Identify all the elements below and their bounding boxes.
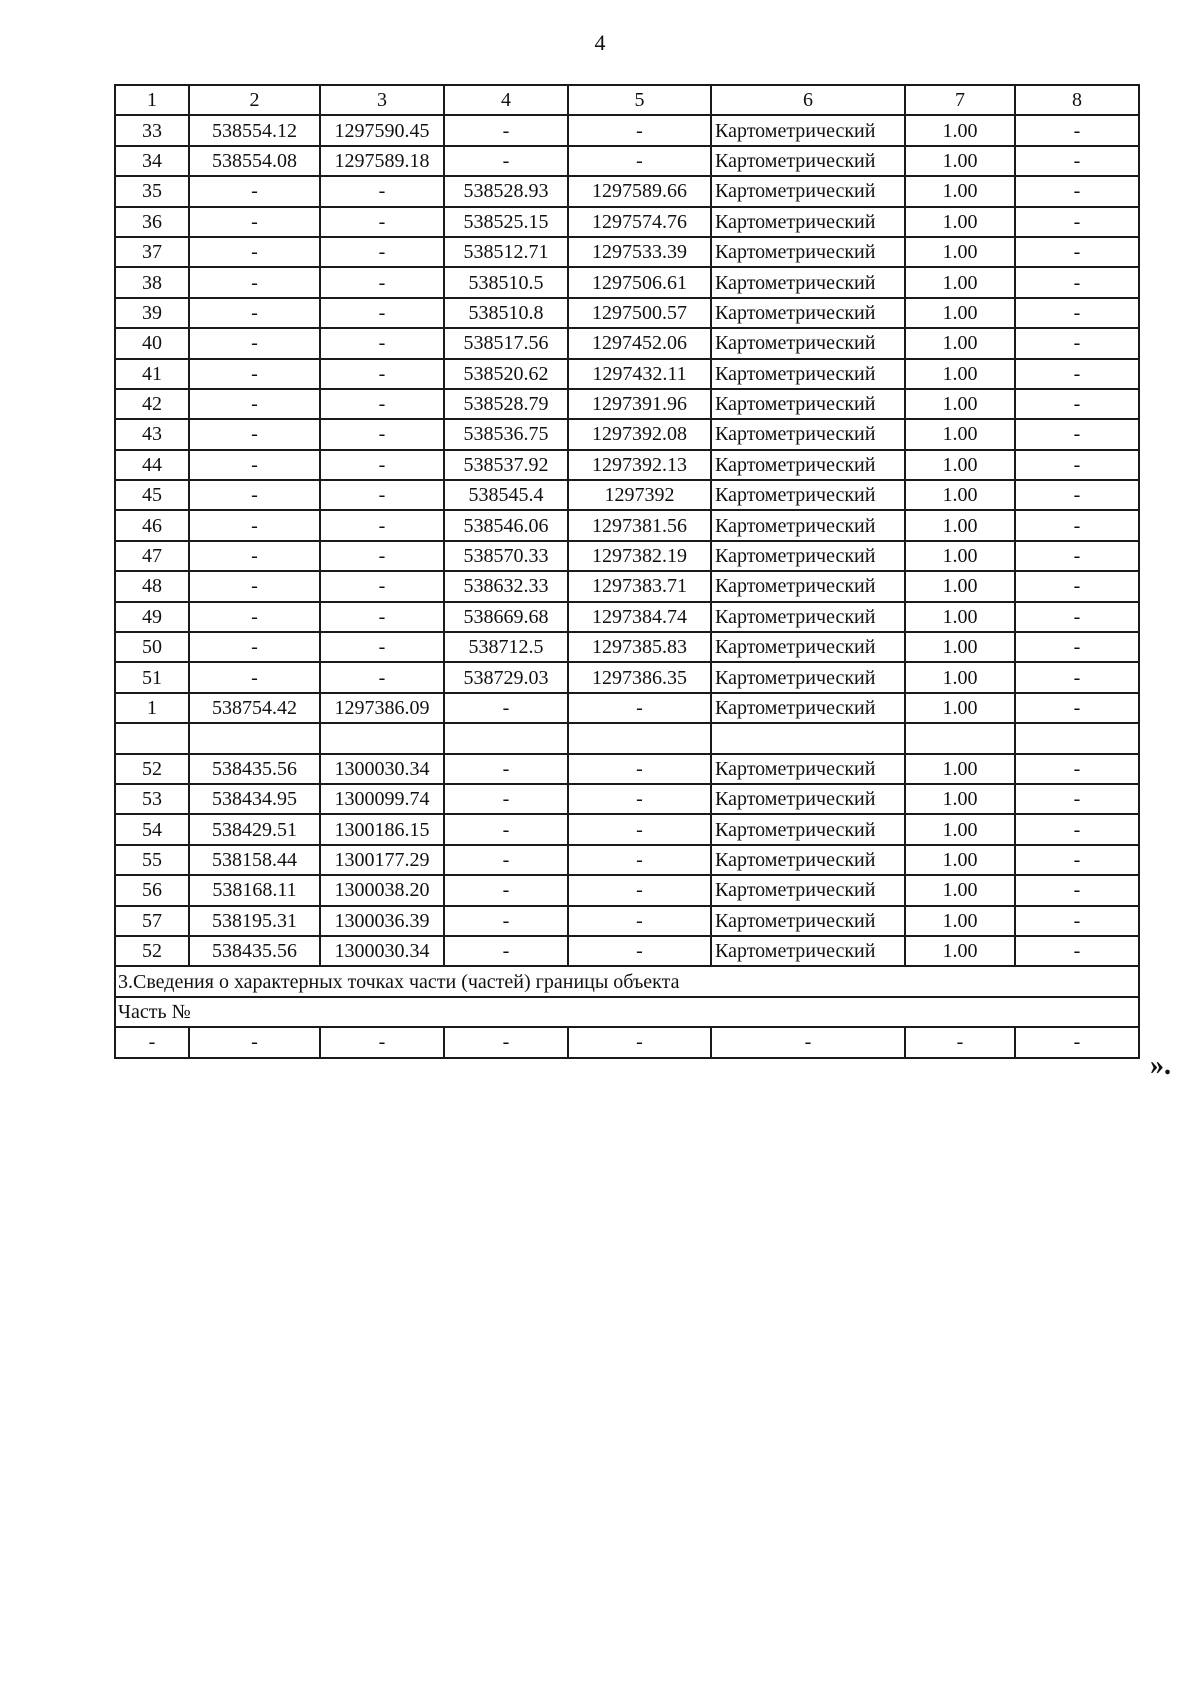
table-cell-col-8: - bbox=[1015, 115, 1139, 145]
empty-cell bbox=[905, 723, 1015, 753]
table-cell-col-2: - bbox=[189, 267, 320, 297]
table-cell-col-7: 1.00 bbox=[905, 510, 1015, 540]
table-cell-col-3: - bbox=[320, 389, 444, 419]
table-cell-col-3: - bbox=[320, 480, 444, 510]
table-cell-col-5: 1297386.35 bbox=[568, 662, 711, 692]
table-cell-col-8: - bbox=[1015, 814, 1139, 844]
table-cell-col-8: - bbox=[1015, 267, 1139, 297]
table-cell-col-1: 54 bbox=[115, 814, 189, 844]
table-cell-col-3: - bbox=[320, 267, 444, 297]
table-cell-col-2: - bbox=[189, 176, 320, 206]
table-cell-col-1: 33 bbox=[115, 115, 189, 145]
table-cell-col-5: 1297589.66 bbox=[568, 176, 711, 206]
table-cell-col-1: 53 bbox=[115, 784, 189, 814]
table-cell-col-7: 1.00 bbox=[905, 754, 1015, 784]
table-cell-col-8: - bbox=[1015, 207, 1139, 237]
table-cell-col-4: 538669.68 bbox=[444, 602, 568, 632]
table-cell-col-3: - bbox=[320, 176, 444, 206]
table-cell-col-7: 1.00 bbox=[905, 845, 1015, 875]
blank-separator-row bbox=[115, 723, 1139, 753]
table-cell-col-5: 1297533.39 bbox=[568, 237, 711, 267]
table-cell-col-6: Картометрический bbox=[711, 389, 905, 419]
table-cell-col-8: - bbox=[1015, 693, 1139, 723]
table-row bbox=[115, 510, 1139, 540]
table-cell-col-2: - bbox=[189, 389, 320, 419]
table-cell-col-1: 35 bbox=[115, 176, 189, 206]
table-cell-col-2: - bbox=[189, 662, 320, 692]
table-cell-col-6: Картометрический bbox=[711, 754, 905, 784]
table-cell-col-2: - bbox=[189, 571, 320, 601]
table-cell-col-2: - bbox=[189, 237, 320, 267]
table-row bbox=[115, 906, 1139, 936]
table-cell-col-2: - bbox=[189, 450, 320, 480]
table-row bbox=[115, 936, 1139, 966]
table-cell-col-7: 1.00 bbox=[905, 814, 1015, 844]
table-cell-col-6: Картометрический bbox=[711, 328, 905, 358]
table-cell-col-6: Картометрический bbox=[711, 419, 905, 449]
table-cell-col-4: - bbox=[444, 693, 568, 723]
table-cell-col-8: - bbox=[1015, 237, 1139, 267]
table-cell-col-2: 538554.12 bbox=[189, 115, 320, 145]
dash-cell: - bbox=[568, 1027, 711, 1057]
table-cell-col-7: 1.00 bbox=[905, 480, 1015, 510]
header-cell-2: 2 bbox=[189, 85, 320, 115]
table-cell-col-4: 538545.4 bbox=[444, 480, 568, 510]
table-cell-col-2: - bbox=[189, 541, 320, 571]
page-number: 4 bbox=[594, 30, 606, 55]
table-cell-col-7: 1.00 bbox=[905, 693, 1015, 723]
table-cell-col-5: 1297392.08 bbox=[568, 419, 711, 449]
table-row bbox=[115, 571, 1139, 601]
table-cell-col-4: - bbox=[444, 906, 568, 936]
table-cell-col-6: Картометрический bbox=[711, 662, 905, 692]
table-cell-col-2: 538195.31 bbox=[189, 906, 320, 936]
table-cell-col-1: 36 bbox=[115, 207, 189, 237]
table-cell-col-3: - bbox=[320, 359, 444, 389]
table-cell-col-3: - bbox=[320, 662, 444, 692]
table-cell-col-4: 538712.5 bbox=[444, 632, 568, 662]
header-row bbox=[115, 85, 1139, 115]
table-cell-col-8: - bbox=[1015, 146, 1139, 176]
table-cell-col-4: - bbox=[444, 814, 568, 844]
table-cell-col-3: 1297386.09 bbox=[320, 693, 444, 723]
table-cell-col-1: 39 bbox=[115, 298, 189, 328]
table-cell-col-7: 1.00 bbox=[905, 571, 1015, 601]
table-cell-col-3: - bbox=[320, 207, 444, 237]
table-cell-col-3: - bbox=[320, 419, 444, 449]
table-cell-col-3: 1300030.34 bbox=[320, 754, 444, 784]
table-cell-col-1: 51 bbox=[115, 662, 189, 692]
table-cell-col-8: - bbox=[1015, 875, 1139, 905]
table-cell-col-6: Картометрический bbox=[711, 693, 905, 723]
header-cell-3: 3 bbox=[320, 85, 444, 115]
table-cell-col-3: 1297590.45 bbox=[320, 115, 444, 145]
table-cell-col-6: Картометрический bbox=[711, 784, 905, 814]
table-cell-col-5: 1297506.61 bbox=[568, 267, 711, 297]
table-row bbox=[115, 389, 1139, 419]
table-cell-col-8: - bbox=[1015, 389, 1139, 419]
table-row bbox=[115, 450, 1139, 480]
table-cell-col-5: - bbox=[568, 875, 711, 905]
table-cell-col-2: 538158.44 bbox=[189, 845, 320, 875]
table-row bbox=[115, 419, 1139, 449]
table-cell-col-1: 37 bbox=[115, 237, 189, 267]
table-cell-col-4: 538520.62 bbox=[444, 359, 568, 389]
table-cell-col-5: - bbox=[568, 146, 711, 176]
table-cell-col-6: Картометрический bbox=[711, 115, 905, 145]
empty-cell bbox=[320, 723, 444, 753]
coordinates-table bbox=[114, 84, 1140, 1059]
table-cell-col-6: Картометрический bbox=[711, 267, 905, 297]
table-cell-col-8: - bbox=[1015, 784, 1139, 814]
dash-cell: - bbox=[189, 1027, 320, 1057]
table-cell-col-1: 38 bbox=[115, 267, 189, 297]
table-cell-col-7: 1.00 bbox=[905, 298, 1015, 328]
dash-cell: - bbox=[905, 1027, 1015, 1057]
table-cell-col-7: 1.00 bbox=[905, 936, 1015, 966]
table-cell-col-7: 1.00 bbox=[905, 115, 1015, 145]
table-cell-col-7: 1.00 bbox=[905, 875, 1015, 905]
dash-cell: - bbox=[711, 1027, 905, 1057]
table-cell-col-3: 1300030.34 bbox=[320, 936, 444, 966]
table-cell-col-1: 45 bbox=[115, 480, 189, 510]
table-cell-col-5: 1297381.56 bbox=[568, 510, 711, 540]
header-cell-4: 4 bbox=[444, 85, 568, 115]
table-cell-col-7: 1.00 bbox=[905, 662, 1015, 692]
table-cell-col-4: 538510.8 bbox=[444, 298, 568, 328]
dash-row bbox=[115, 1027, 1139, 1057]
table-cell-col-5: 1297452.06 bbox=[568, 328, 711, 358]
table-cell-col-2: 538429.51 bbox=[189, 814, 320, 844]
table-cell-col-8: - bbox=[1015, 298, 1139, 328]
table-row bbox=[115, 267, 1139, 297]
table-row bbox=[115, 480, 1139, 510]
table-cell-col-4: 538570.33 bbox=[444, 541, 568, 571]
table-row bbox=[115, 115, 1139, 145]
table-cell-col-5: 1297382.19 bbox=[568, 541, 711, 571]
table-cell-col-6: Картометрический bbox=[711, 146, 905, 176]
table-cell-col-6: Картометрический bbox=[711, 541, 905, 571]
dash-cell: - bbox=[115, 1027, 189, 1057]
table-cell-col-2: - bbox=[189, 480, 320, 510]
table-cell-col-2: - bbox=[189, 602, 320, 632]
table-cell-col-8: - bbox=[1015, 176, 1139, 206]
table-cell-col-1: 56 bbox=[115, 875, 189, 905]
table-row bbox=[115, 237, 1139, 267]
table-row bbox=[115, 602, 1139, 632]
table-cell-col-5: - bbox=[568, 906, 711, 936]
table-cell-col-4: 538517.56 bbox=[444, 328, 568, 358]
table-cell-col-8: - bbox=[1015, 359, 1139, 389]
section-title-row bbox=[115, 966, 1139, 996]
table-cell-col-7: 1.00 bbox=[905, 146, 1015, 176]
table-cell-col-1: 41 bbox=[115, 359, 189, 389]
table-cell-col-5: 1297384.74 bbox=[568, 602, 711, 632]
table-cell-col-6: Картометрический bbox=[711, 875, 905, 905]
table-cell-col-6: Картометрический bbox=[711, 207, 905, 237]
table-cell-col-3: 1300036.39 bbox=[320, 906, 444, 936]
table-cell-col-5: 1297392 bbox=[568, 480, 711, 510]
table-cell-col-6: Картометрический bbox=[711, 814, 905, 844]
table-cell-col-4: - bbox=[444, 146, 568, 176]
table-row bbox=[115, 359, 1139, 389]
table-cell-col-6: Картометрический bbox=[711, 176, 905, 206]
table-cell-col-7: 1.00 bbox=[905, 906, 1015, 936]
table-cell-col-8: - bbox=[1015, 662, 1139, 692]
header-cell-8: 8 bbox=[1015, 85, 1139, 115]
table-row bbox=[115, 328, 1139, 358]
table-cell-col-4: - bbox=[444, 115, 568, 145]
table-cell-col-4: 538528.93 bbox=[444, 176, 568, 206]
dash-cell: - bbox=[444, 1027, 568, 1057]
table-cell-col-1: 43 bbox=[115, 419, 189, 449]
table-cell-col-5: - bbox=[568, 845, 711, 875]
table-cell-col-3: 1300186.15 bbox=[320, 814, 444, 844]
table-cell-col-8: - bbox=[1015, 571, 1139, 601]
table-cell-col-8: - bbox=[1015, 541, 1139, 571]
table-cell-col-2: - bbox=[189, 207, 320, 237]
table-cell-col-4: 538537.92 bbox=[444, 450, 568, 480]
empty-cell bbox=[568, 723, 711, 753]
header-cell-5: 5 bbox=[568, 85, 711, 115]
table-cell-col-6: Картометрический bbox=[711, 632, 905, 662]
part-label-row bbox=[115, 997, 1139, 1027]
dash-cell: - bbox=[1015, 1027, 1139, 1057]
table-cell-col-3: - bbox=[320, 450, 444, 480]
table-cell-col-5: 1297392.13 bbox=[568, 450, 711, 480]
table-cell-col-6: Картометрический bbox=[711, 936, 905, 966]
table-cell-col-6: Картометрический bbox=[711, 480, 905, 510]
table-cell-col-2: - bbox=[189, 298, 320, 328]
table-row bbox=[115, 146, 1139, 176]
table-cell-col-8: - bbox=[1015, 936, 1139, 966]
table-cell-col-2: - bbox=[189, 328, 320, 358]
table-row bbox=[115, 632, 1139, 662]
table-cell-col-5: - bbox=[568, 936, 711, 966]
empty-cell bbox=[444, 723, 568, 753]
table-cell-col-6: Картометрический bbox=[711, 298, 905, 328]
table-cell-col-3: - bbox=[320, 571, 444, 601]
table-cell-col-7: 1.00 bbox=[905, 602, 1015, 632]
table-cell-col-1: 57 bbox=[115, 906, 189, 936]
table-cell-col-2: - bbox=[189, 359, 320, 389]
table-cell-col-6: Картометрический bbox=[711, 450, 905, 480]
table-cell-col-6: Картометрический bbox=[711, 237, 905, 267]
table-cell-col-1: 49 bbox=[115, 602, 189, 632]
table-cell-col-6: Картометрический bbox=[711, 571, 905, 601]
table-row bbox=[115, 207, 1139, 237]
table-cell-col-7: 1.00 bbox=[905, 328, 1015, 358]
table-cell-col-7: 1.00 bbox=[905, 389, 1015, 419]
closing-quote: ». bbox=[1150, 1050, 1171, 1081]
table-cell-col-7: 1.00 bbox=[905, 359, 1015, 389]
table-cell-col-8: - bbox=[1015, 632, 1139, 662]
header-cell-7: 7 bbox=[905, 85, 1015, 115]
table-cell-col-4: - bbox=[444, 936, 568, 966]
dash-cell: - bbox=[320, 1027, 444, 1057]
table-cell-col-7: 1.00 bbox=[905, 237, 1015, 267]
table-cell-col-5: - bbox=[568, 754, 711, 784]
table-cell-col-6: Картометрический bbox=[711, 906, 905, 936]
table-cell-col-8: - bbox=[1015, 480, 1139, 510]
part-label: Часть № bbox=[115, 997, 1139, 1027]
table-cell-col-4: - bbox=[444, 784, 568, 814]
table-cell-col-7: 1.00 bbox=[905, 632, 1015, 662]
table-cell-col-3: - bbox=[320, 298, 444, 328]
table-cell-col-4: - bbox=[444, 754, 568, 784]
table-row bbox=[115, 814, 1139, 844]
table-cell-col-1: 52 bbox=[115, 754, 189, 784]
table-cell-col-5: 1297432.11 bbox=[568, 359, 711, 389]
table-cell-col-2: 538554.08 bbox=[189, 146, 320, 176]
table-cell-col-2: 538434.95 bbox=[189, 784, 320, 814]
table-cell-col-1: 47 bbox=[115, 541, 189, 571]
table-cell-col-4: 538528.79 bbox=[444, 389, 568, 419]
table-cell-col-7: 1.00 bbox=[905, 207, 1015, 237]
table-body bbox=[115, 85, 1139, 1058]
table-cell-col-5: - bbox=[568, 693, 711, 723]
table-cell-col-1: 55 bbox=[115, 845, 189, 875]
empty-cell bbox=[115, 723, 189, 753]
table-cell-col-3: 1300038.20 bbox=[320, 875, 444, 905]
table-cell-col-3: - bbox=[320, 541, 444, 571]
table-row bbox=[115, 784, 1139, 814]
table-cell-col-4: 538729.03 bbox=[444, 662, 568, 692]
empty-cell bbox=[1015, 723, 1139, 753]
table-cell-col-5: 1297385.83 bbox=[568, 632, 711, 662]
table-cell-col-3: - bbox=[320, 510, 444, 540]
table-cell-col-2: - bbox=[189, 510, 320, 540]
table-cell-col-2: - bbox=[189, 632, 320, 662]
table-cell-col-4: - bbox=[444, 875, 568, 905]
table-cell-col-8: - bbox=[1015, 845, 1139, 875]
table-cell-col-5: 1297391.96 bbox=[568, 389, 711, 419]
table-cell-col-4: 538512.71 bbox=[444, 237, 568, 267]
empty-cell bbox=[189, 723, 320, 753]
table-cell-col-6: Картометрический bbox=[711, 845, 905, 875]
table-cell-col-7: 1.00 bbox=[905, 419, 1015, 449]
table-cell-col-3: - bbox=[320, 237, 444, 267]
table-cell-col-1: 1 bbox=[115, 693, 189, 723]
table-row bbox=[115, 693, 1139, 723]
table-row bbox=[115, 845, 1139, 875]
table-row bbox=[115, 541, 1139, 571]
table-cell-col-5: - bbox=[568, 784, 711, 814]
table-row bbox=[115, 875, 1139, 905]
table-cell-col-8: - bbox=[1015, 450, 1139, 480]
table-cell-col-1: 50 bbox=[115, 632, 189, 662]
table-cell-col-5: 1297383.71 bbox=[568, 571, 711, 601]
table-cell-col-6: Картометрический bbox=[711, 359, 905, 389]
table-cell-col-1: 52 bbox=[115, 936, 189, 966]
table-cell-col-3: - bbox=[320, 602, 444, 632]
table-cell-col-7: 1.00 bbox=[905, 784, 1015, 814]
table-cell-col-8: - bbox=[1015, 419, 1139, 449]
table-cell-col-7: 1.00 bbox=[905, 450, 1015, 480]
table-cell-col-4: - bbox=[444, 845, 568, 875]
table-cell-col-3: - bbox=[320, 328, 444, 358]
table-row bbox=[115, 662, 1139, 692]
table-row bbox=[115, 176, 1139, 206]
table-cell-col-1: 46 bbox=[115, 510, 189, 540]
table-row bbox=[115, 754, 1139, 784]
table-cell-col-8: - bbox=[1015, 754, 1139, 784]
table-cell-col-4: 538525.15 bbox=[444, 207, 568, 237]
empty-cell bbox=[711, 723, 905, 753]
table-cell-col-6: Картометрический bbox=[711, 510, 905, 540]
table-cell-col-8: - bbox=[1015, 602, 1139, 632]
table-cell-col-7: 1.00 bbox=[905, 267, 1015, 297]
table-cell-col-2: 538435.56 bbox=[189, 754, 320, 784]
table-cell-col-4: 538510.5 bbox=[444, 267, 568, 297]
table-cell-col-2: 538168.11 bbox=[189, 875, 320, 905]
table-cell-col-3: 1297589.18 bbox=[320, 146, 444, 176]
header-cell-6: 6 bbox=[711, 85, 905, 115]
table-cell-col-6: Картометрический bbox=[711, 602, 905, 632]
table-cell-col-1: 42 bbox=[115, 389, 189, 419]
table-cell-col-5: - bbox=[568, 115, 711, 145]
table-cell-col-5: 1297500.57 bbox=[568, 298, 711, 328]
table-cell-col-4: 538546.06 bbox=[444, 510, 568, 540]
table-cell-col-5: - bbox=[568, 814, 711, 844]
table-cell-col-3: 1300177.29 bbox=[320, 845, 444, 875]
table-cell-col-4: 538632.33 bbox=[444, 571, 568, 601]
table-cell-col-3: 1300099.74 bbox=[320, 784, 444, 814]
table-cell-col-4: 538536.75 bbox=[444, 419, 568, 449]
table-cell-col-7: 1.00 bbox=[905, 541, 1015, 571]
table-cell-col-1: 34 bbox=[115, 146, 189, 176]
table-cell-col-8: - bbox=[1015, 906, 1139, 936]
header-cell-1: 1 bbox=[115, 85, 189, 115]
table-cell-col-5: 1297574.76 bbox=[568, 207, 711, 237]
table-cell-col-1: 44 bbox=[115, 450, 189, 480]
table-cell-col-1: 48 bbox=[115, 571, 189, 601]
table-cell-col-7: 1.00 bbox=[905, 176, 1015, 206]
table-cell-col-3: - bbox=[320, 632, 444, 662]
table-cell-col-2: 538435.56 bbox=[189, 936, 320, 966]
table-cell-col-2: 538754.42 bbox=[189, 693, 320, 723]
table-row bbox=[115, 298, 1139, 328]
table-cell-col-8: - bbox=[1015, 510, 1139, 540]
table-cell-col-1: 40 bbox=[115, 328, 189, 358]
table-cell-col-2: - bbox=[189, 419, 320, 449]
section-title: 3.Сведения о характерных точках части (частей) границы объекта bbox=[115, 966, 1139, 996]
table-cell-col-8: - bbox=[1015, 328, 1139, 358]
